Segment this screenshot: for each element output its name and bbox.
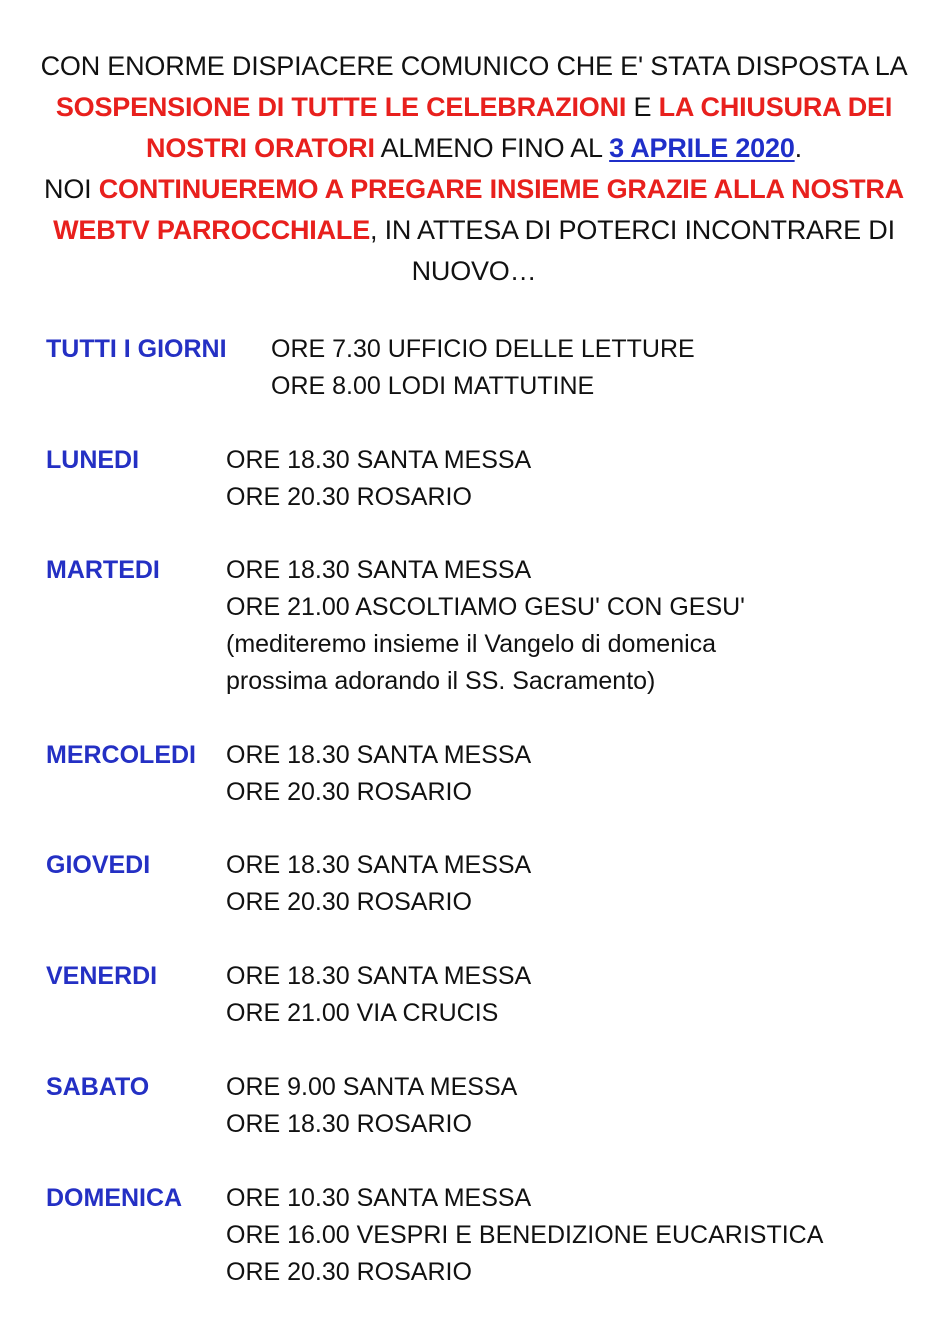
- event-line: ORE 20.30 ROSARIO: [226, 1258, 472, 1286]
- end-date-link[interactable]: 3 APRILE 2020: [609, 133, 795, 163]
- day-events: [226, 737, 531, 811]
- event-line: ORE 18.30 SANTA MESSA: [226, 741, 532, 769]
- day-label: SABATO: [46, 1073, 150, 1101]
- announcement-we: NOI: [44, 174, 99, 204]
- event-line: ORE 21.00 ASCOLTIAMO GESU' CON GESU': [226, 593, 745, 621]
- day-events: [226, 442, 531, 516]
- day-label: DOMENICA: [46, 1184, 183, 1212]
- event-line: ORE 20.30 ROSARIO: [226, 483, 472, 511]
- announcement-intro: CON ENORME DISPIACERE COMUNICO CHE E' STATA DISPOSTA LA: [40, 51, 908, 81]
- event-line: ORE 18.30 SANTA MESSA: [226, 556, 532, 584]
- announcement-period: .: [794, 133, 802, 163]
- event-line: (mediteremo insieme il Vangelo di domenica: [226, 630, 717, 658]
- event-line: ORE 10.30 SANTA MESSA: [226, 1184, 532, 1212]
- day-label: LUNEDI: [46, 446, 140, 474]
- suspension-highlight: SOSPENSIONE DI TUTTE LE CELEBRAZIONI: [55, 92, 627, 122]
- event-line: ORE 18.30 SANTA MESSA: [226, 851, 532, 879]
- event-line: ORE 16.00 VESPRI E BENEDIZIONE EUCARISTICA: [226, 1221, 824, 1249]
- event-line: ORE 18.30 SANTA MESSA: [226, 962, 532, 990]
- event-line: prossima adorando il SS. Sacramento): [226, 667, 656, 695]
- day-events: [226, 958, 531, 1032]
- day-events: [271, 331, 695, 405]
- day-label: VENERDI: [46, 962, 158, 990]
- announcement-closing: , IN ATTESA DI POTERCI INCONTRARE DI NUOVO…: [370, 215, 895, 286]
- event-line: ORE 18.30 ROSARIO: [226, 1110, 472, 1138]
- event-line: ORE 7.30 UFFICIO DELLE LETTURE: [271, 335, 695, 363]
- announcement-conjunction: E: [626, 92, 659, 122]
- event-line: ORE 9.00 SANTA MESSA: [226, 1073, 518, 1101]
- webtv-highlight: CONTINUEREMO A PREGARE INSIEME GRAZIE ALLA NOSTRA WEBTV PARROCCHIALE: [53, 174, 904, 245]
- day-events: [226, 847, 531, 921]
- announcement-until: ALMENO FINO AL: [374, 133, 610, 163]
- day-label: MARTEDI: [46, 556, 160, 584]
- event-line: ORE 21.00 VIA CRUCIS: [226, 999, 499, 1027]
- event-line: ORE 20.30 ROSARIO: [226, 888, 472, 916]
- day-label: MERCOLEDI: [46, 741, 196, 769]
- day-events: [226, 1180, 823, 1291]
- closure-highlight: LA CHIUSURA DEI NOSTRI ORATORI: [146, 92, 893, 163]
- day-events: [226, 1069, 517, 1143]
- day-label: GIOVEDI: [46, 851, 151, 879]
- event-line: ORE 18.30 SANTA MESSA: [226, 446, 532, 474]
- day-events: [226, 552, 745, 700]
- event-line: ORE 20.30 ROSARIO: [226, 778, 472, 806]
- event-line: ORE 8.00 LODI MATTUTINE: [271, 372, 595, 400]
- day-label: TUTTI I GIORNI: [46, 335, 227, 363]
- announcement-text: [30, 46, 918, 292]
